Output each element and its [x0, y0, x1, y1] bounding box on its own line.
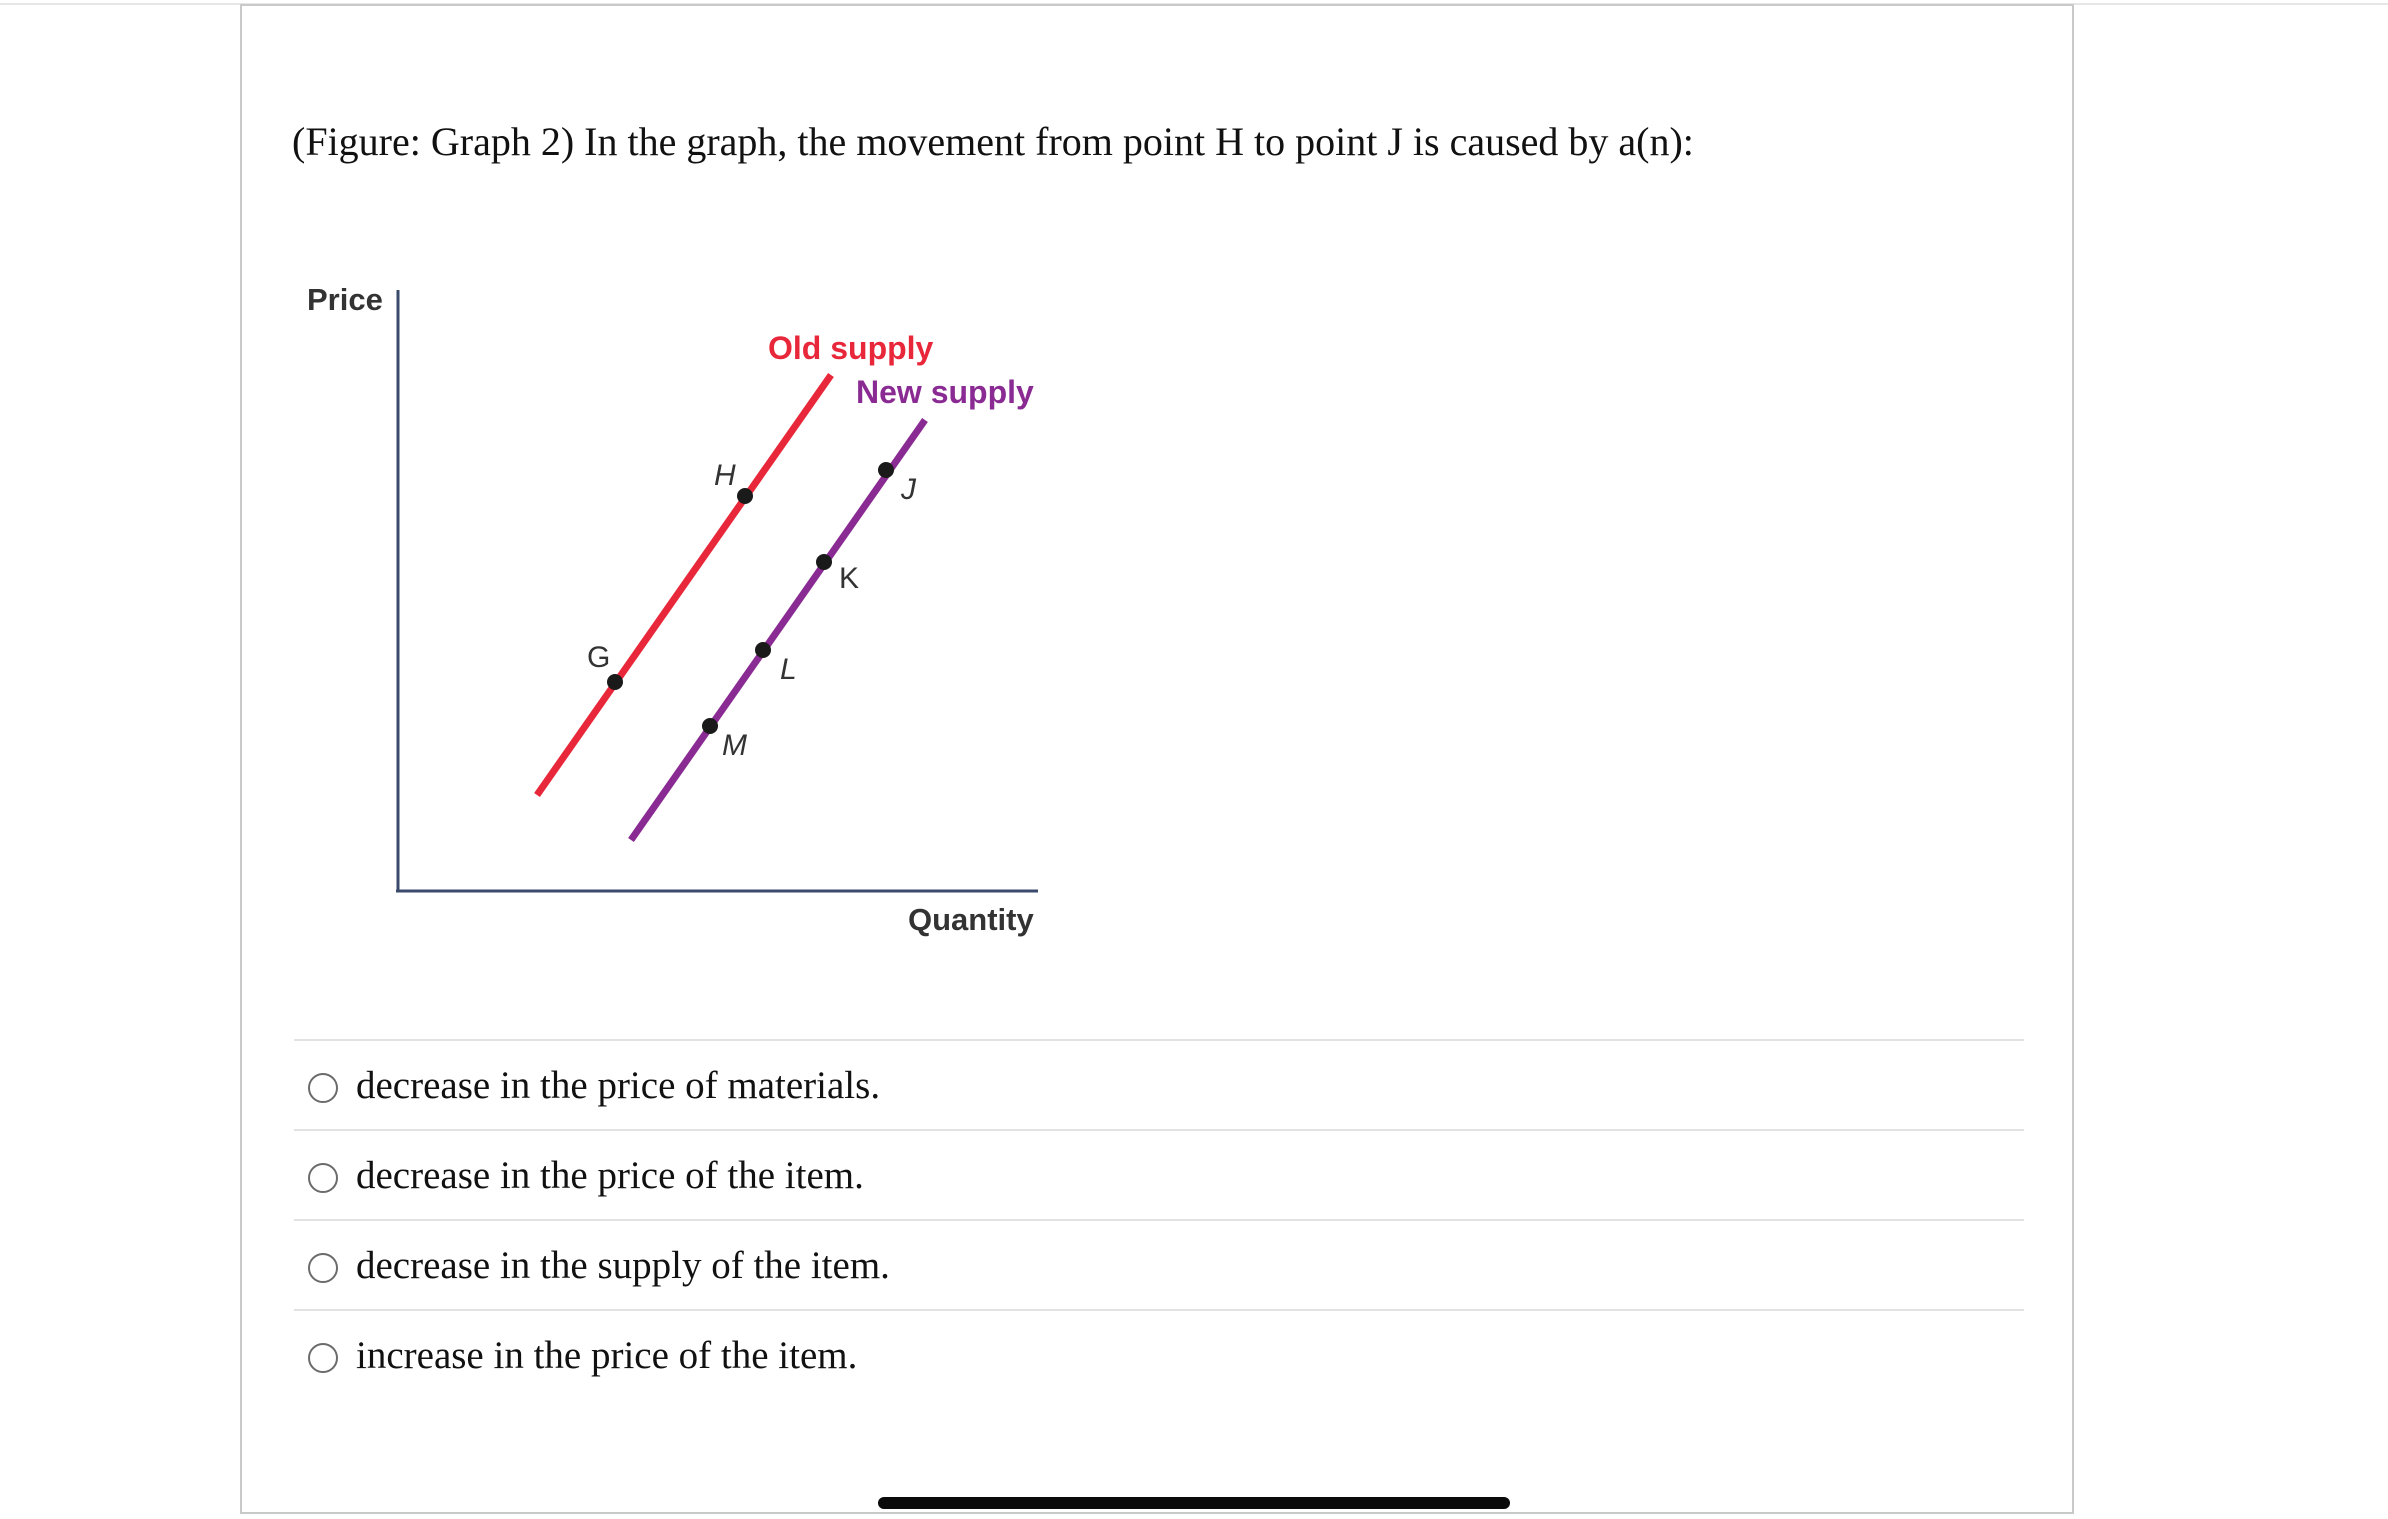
point-g-label: G	[587, 641, 611, 674]
radio-button[interactable]	[308, 1073, 338, 1103]
point-h	[737, 488, 753, 504]
answer-option[interactable]	[294, 1219, 2024, 1309]
new-supply-label: New supply	[856, 374, 1034, 410]
point-m	[702, 718, 718, 734]
point-h-label: H	[714, 459, 736, 492]
point-m-label: M	[722, 729, 747, 762]
home-indicator[interactable]	[878, 1497, 1510, 1509]
point-k	[816, 554, 832, 570]
point-k-label: K	[839, 562, 860, 595]
supply-graph	[280, 260, 1080, 960]
radio-button[interactable]	[308, 1253, 338, 1283]
answer-option-label: increase in the price of the item.	[356, 1333, 858, 1377]
point-g	[607, 674, 623, 690]
question-text: (Figure: Graph 2) In the graph, the movement from point H to point J is caused by a(n):	[292, 119, 1694, 164]
old-supply-label: Old supply	[768, 330, 934, 366]
point-j	[878, 462, 894, 478]
answer-option-label: decrease in the price of the item.	[356, 1153, 864, 1197]
radio-button[interactable]	[308, 1343, 338, 1373]
old-supply-curve	[537, 375, 831, 795]
x-axis-label: Quantity	[908, 902, 1034, 937]
new-supply-curve	[631, 420, 925, 840]
point-l	[755, 642, 771, 658]
answer-options	[294, 1039, 2024, 1399]
point-l-label: L	[780, 653, 797, 686]
y-axis-label: Price	[307, 282, 383, 317]
answer-option[interactable]	[294, 1129, 2024, 1219]
answer-option-label: decrease in the price of materials.	[356, 1063, 881, 1107]
radio-button[interactable]	[308, 1163, 338, 1193]
answer-option[interactable]	[294, 1309, 2024, 1399]
answer-option-label: decrease in the supply of the item.	[356, 1243, 890, 1287]
point-j-label: J	[901, 473, 916, 506]
answer-option[interactable]	[294, 1039, 2024, 1129]
